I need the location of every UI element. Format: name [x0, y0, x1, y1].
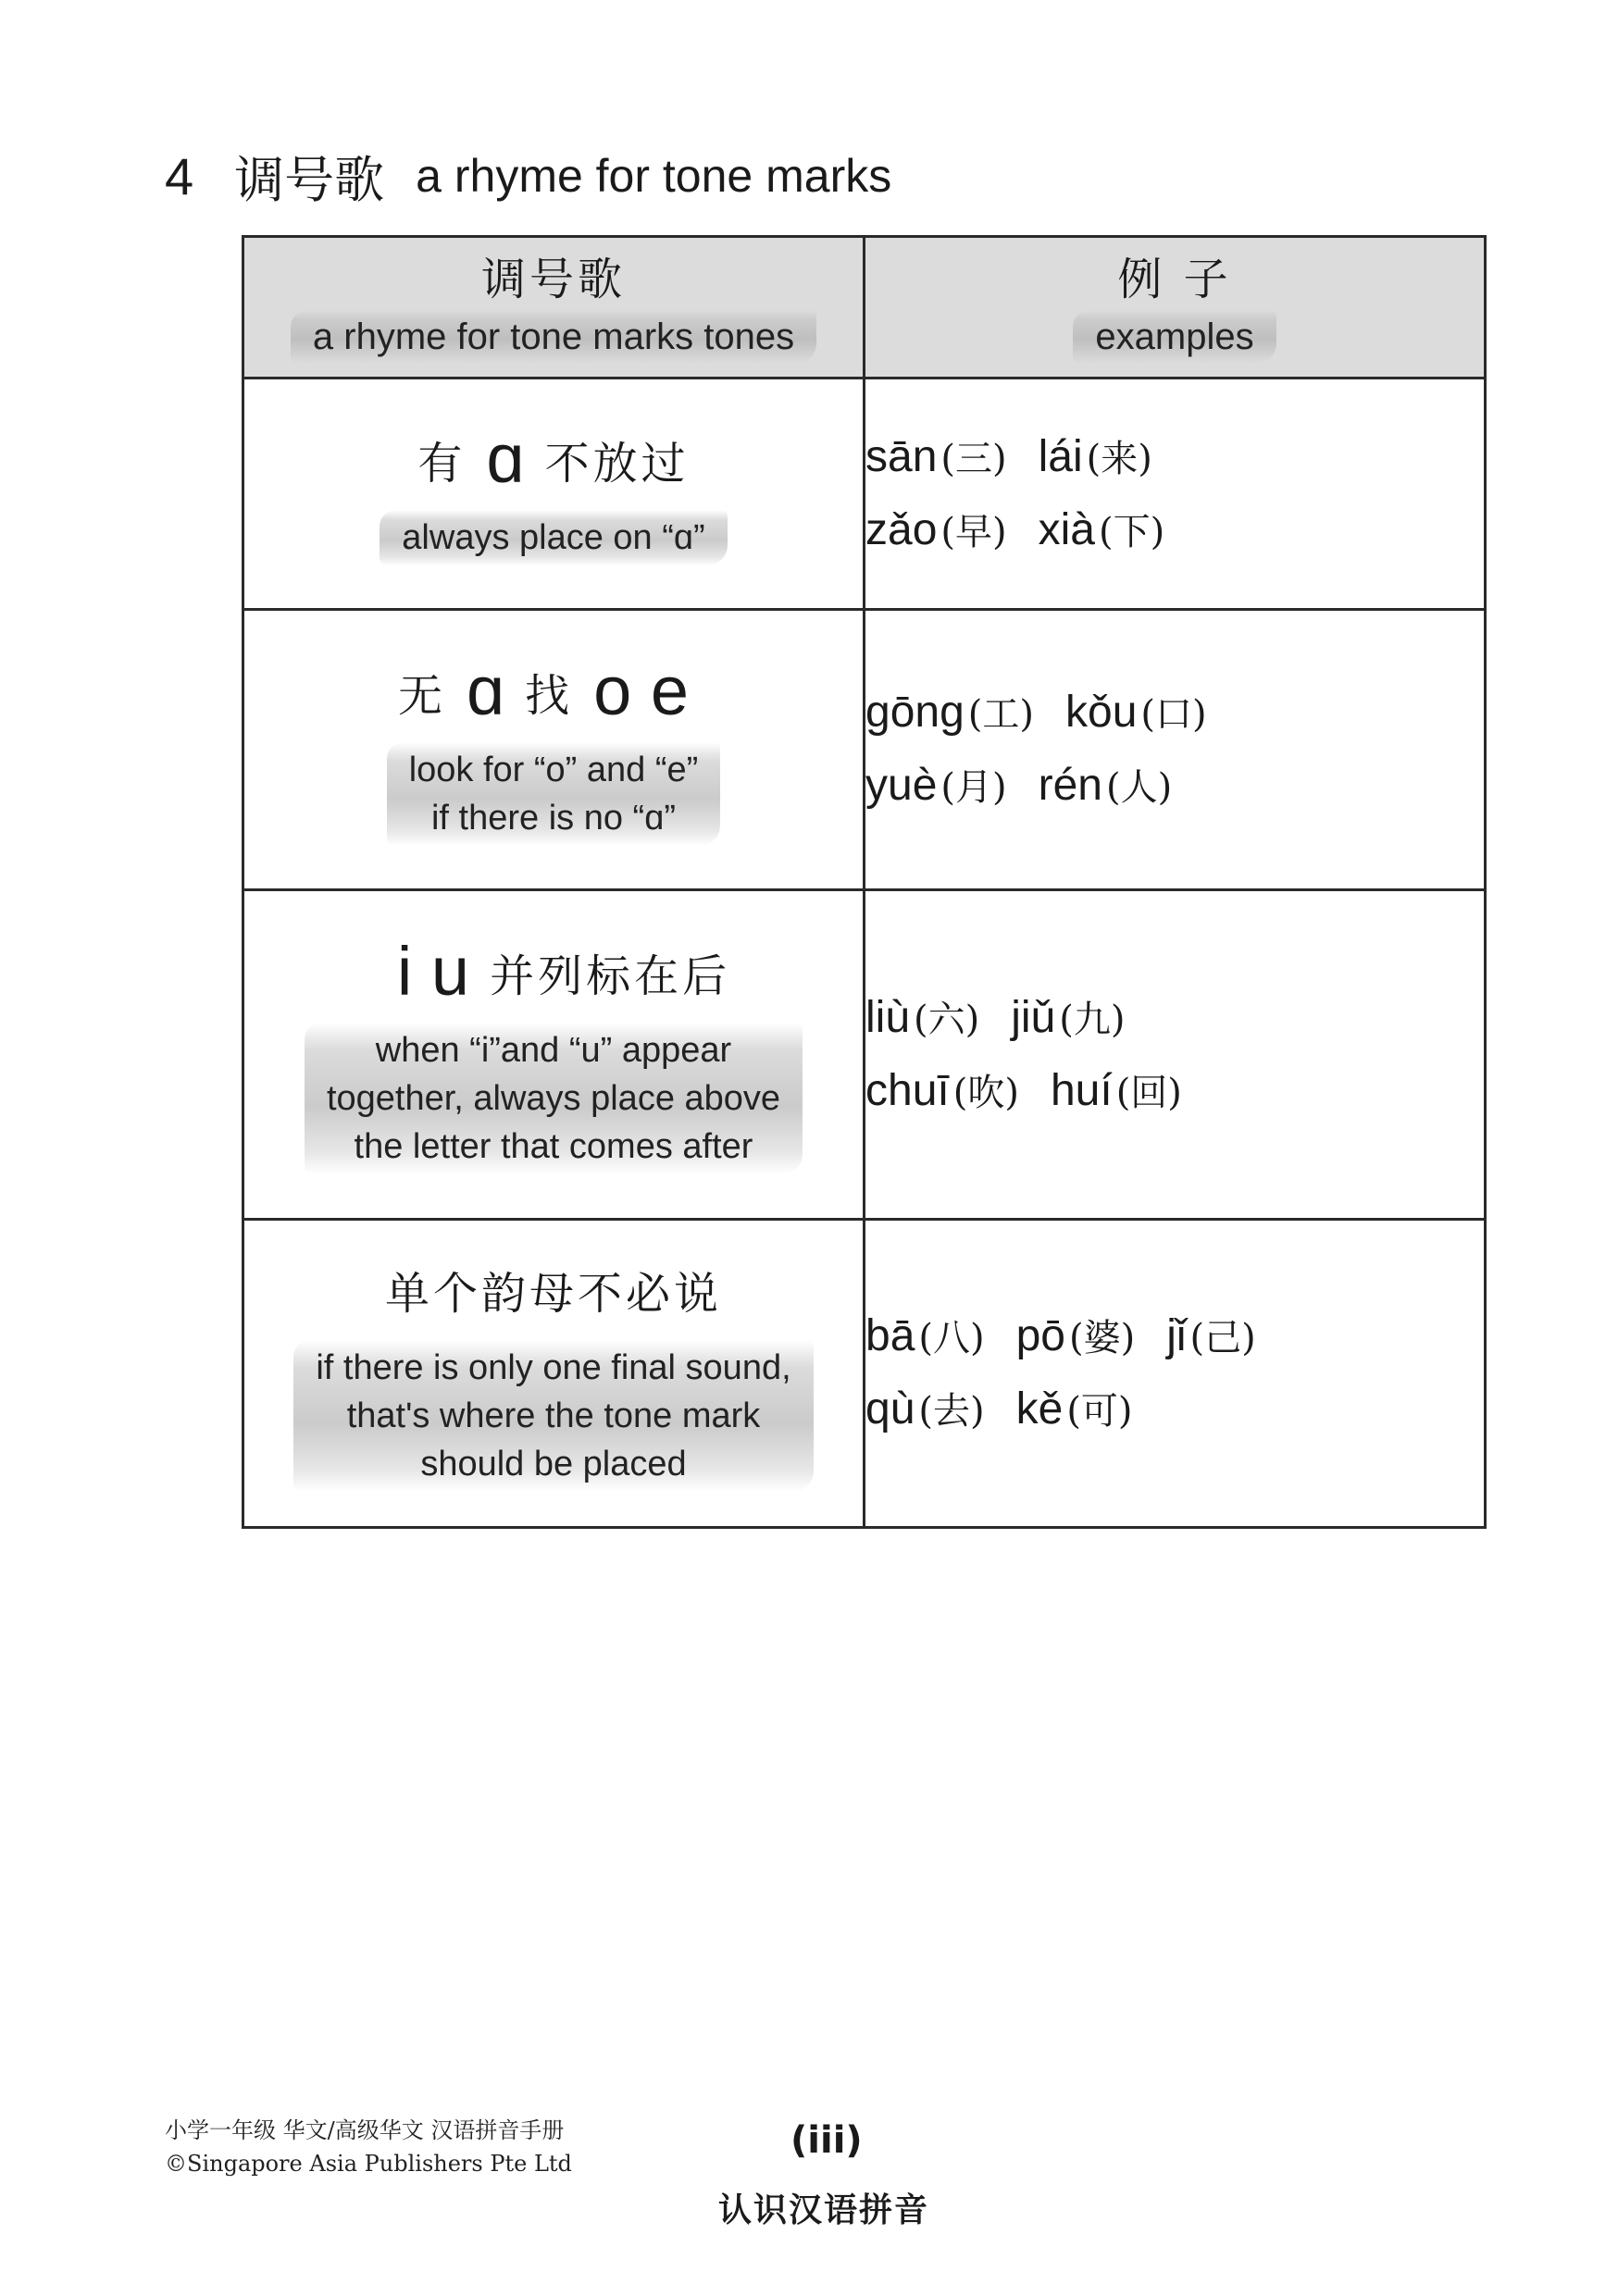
examples-cell: [865, 890, 1486, 1220]
example-line: [865, 1300, 1484, 1373]
page-number: (iii): [790, 2119, 863, 2162]
rule-chinese: i u 并列标在后: [396, 933, 731, 1010]
footer-publication-info: [165, 2114, 572, 2180]
example-word: yuè (月): [865, 761, 1007, 810]
header-examples: [865, 237, 1486, 379]
example-word: lái (来): [1038, 431, 1152, 481]
example-word: xià (下): [1038, 504, 1165, 554]
example-word: sān (三): [865, 431, 1007, 481]
rule-chinese: 有 ɑ 不放过: [417, 420, 690, 497]
tone-rhyme-table: [242, 235, 1487, 1529]
example-word: rén (人): [1038, 761, 1173, 810]
example-line: [865, 676, 1484, 750]
header-rhyme: [243, 237, 865, 379]
rule-chinese: 单个韵母不必说: [384, 1267, 722, 1320]
example-word: liù (六): [865, 992, 980, 1042]
table-row: [243, 890, 1486, 1220]
table-row: [243, 379, 1486, 610]
example-word: huí (回): [1050, 1065, 1182, 1115]
examples-cell: [865, 379, 1486, 610]
example-word: bā (八): [865, 1311, 985, 1360]
section-title-chinese: 调号歌: [234, 150, 385, 209]
example-word: chuī (吹): [865, 1065, 1019, 1115]
rule-english: when “i”and “u” appear together, always place above the letter that comes after: [305, 1023, 803, 1174]
example-word: pō (婆): [1015, 1311, 1136, 1360]
rule-english: always place on “ɑ”: [380, 510, 727, 565]
example-line: [865, 1373, 1484, 1446]
footer-copyright: ©Singapore Asia Publishers Pte Ltd: [165, 2151, 572, 2177]
table-header-row: [243, 237, 1486, 379]
examples-cell: [865, 1220, 1486, 1528]
rule-cell: [243, 610, 865, 890]
section-number: 4: [165, 146, 194, 205]
example-line: [865, 494, 1484, 567]
example-word: kě (可): [1015, 1384, 1133, 1433]
example-word: kǒu (口): [1065, 688, 1207, 737]
rule-english: if there is only one final sound, that's where the tone mark should be placed: [293, 1340, 813, 1492]
rule-cell: [243, 1220, 865, 1528]
rule-english: look for “o” and “e” if there is no “ɑ”: [387, 742, 721, 846]
footer-section-title: 认识汉语拼音: [717, 2191, 929, 2229]
header-examples-english: examples: [1073, 310, 1276, 364]
example-word: qù (去): [865, 1384, 985, 1433]
section-heading: [165, 139, 891, 213]
example-word: gōng (工): [865, 688, 1034, 737]
footer-book-title: 小学一年级 华文/高级华文 汉语拼音手册: [165, 2117, 565, 2143]
rule-cell: [243, 379, 865, 610]
example-line: [865, 421, 1484, 494]
example-word: jǐ (己): [1166, 1311, 1256, 1360]
header-rhyme-english: a rhyme for tone marks tones: [291, 310, 816, 364]
example-word: zǎo (早): [865, 504, 1007, 554]
section-title-english: a rhyme for tone marks: [416, 150, 892, 202]
example-line: [865, 750, 1484, 823]
rule-chinese: 无 ɑ 找 o e: [397, 652, 690, 729]
example-line: [865, 982, 1484, 1055]
example-line: [865, 1055, 1484, 1128]
examples-cell: [865, 610, 1486, 890]
table-row: [243, 1220, 1486, 1528]
header-rhyme-chinese: 调号歌: [480, 254, 626, 305]
header-examples-chinese: 例 子: [1117, 254, 1232, 305]
table-row: [243, 610, 1486, 890]
example-word: jiǔ (九): [1011, 992, 1126, 1042]
rule-cell: [243, 890, 865, 1220]
